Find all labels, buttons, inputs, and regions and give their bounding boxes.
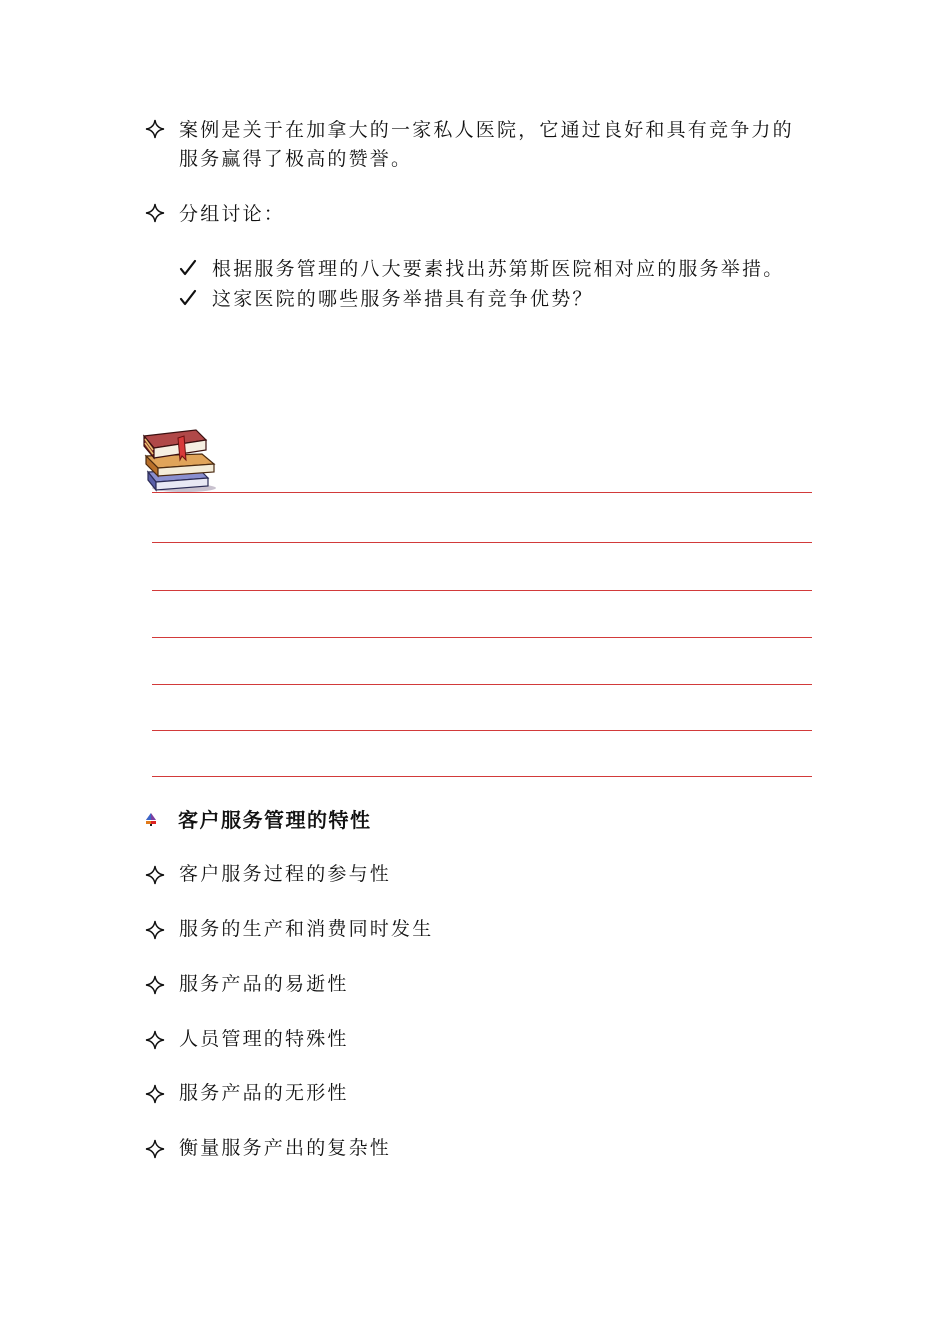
feature-text: 服务产品的易逝性 [179,973,349,995]
feature-item [145,1079,349,1108]
section-heading-text: 客户服务管理的特性 [178,808,372,832]
diamond-bullet-icon [145,1084,165,1104]
diamond-bullet-icon [145,1030,165,1050]
note-line [152,730,812,731]
diamond-bullet-icon [145,865,165,885]
diamond-bullet-icon [145,1139,165,1159]
feature-item [145,915,433,944]
discussion-label: 分组讨论： [179,203,286,225]
heading-bullet-icon [144,811,158,827]
feature-text: 服务的生产和消费同时发生 [179,918,434,940]
diamond-bullet-icon [145,920,165,940]
diamond-bullet-icon [145,203,165,223]
checkmark-icon [178,258,198,278]
discussion-item [178,285,594,314]
feature-text: 衡量服务产出的复杂性 [179,1137,392,1159]
feature-item [145,1134,391,1163]
discussion-item-text: 这家医院的哪些服务举措具有竞争优势？ [212,288,594,310]
diamond-bullet-icon [145,975,165,995]
intro-text: 案例是关于在加拿大的一家私人医院，它通过良好和具有竞争力的服务赢得了极高的赞誉。 [179,119,794,170]
books-icon [140,420,222,494]
intro-bullet [145,116,815,174]
feature-text: 客户服务过程的参与性 [179,863,392,885]
note-line [152,492,812,493]
note-line [152,542,812,543]
feature-text: 人员管理的特殊性 [179,1028,349,1050]
feature-text: 服务产品的无形性 [179,1082,349,1104]
feature-item [145,860,391,889]
note-line [152,776,812,777]
checkmark-icon [178,288,198,308]
feature-item [145,1025,349,1054]
note-line [152,637,812,638]
section-heading [144,804,372,833]
discussion-item-text: 根据服务管理的八大要素找出苏第斯医院相对应的服务举措。 [212,258,785,280]
discussion-bullet [145,200,285,229]
note-line [152,590,812,591]
diamond-bullet-icon [145,119,165,139]
feature-item [145,970,349,999]
discussion-item [178,255,784,284]
note-line [152,684,812,685]
